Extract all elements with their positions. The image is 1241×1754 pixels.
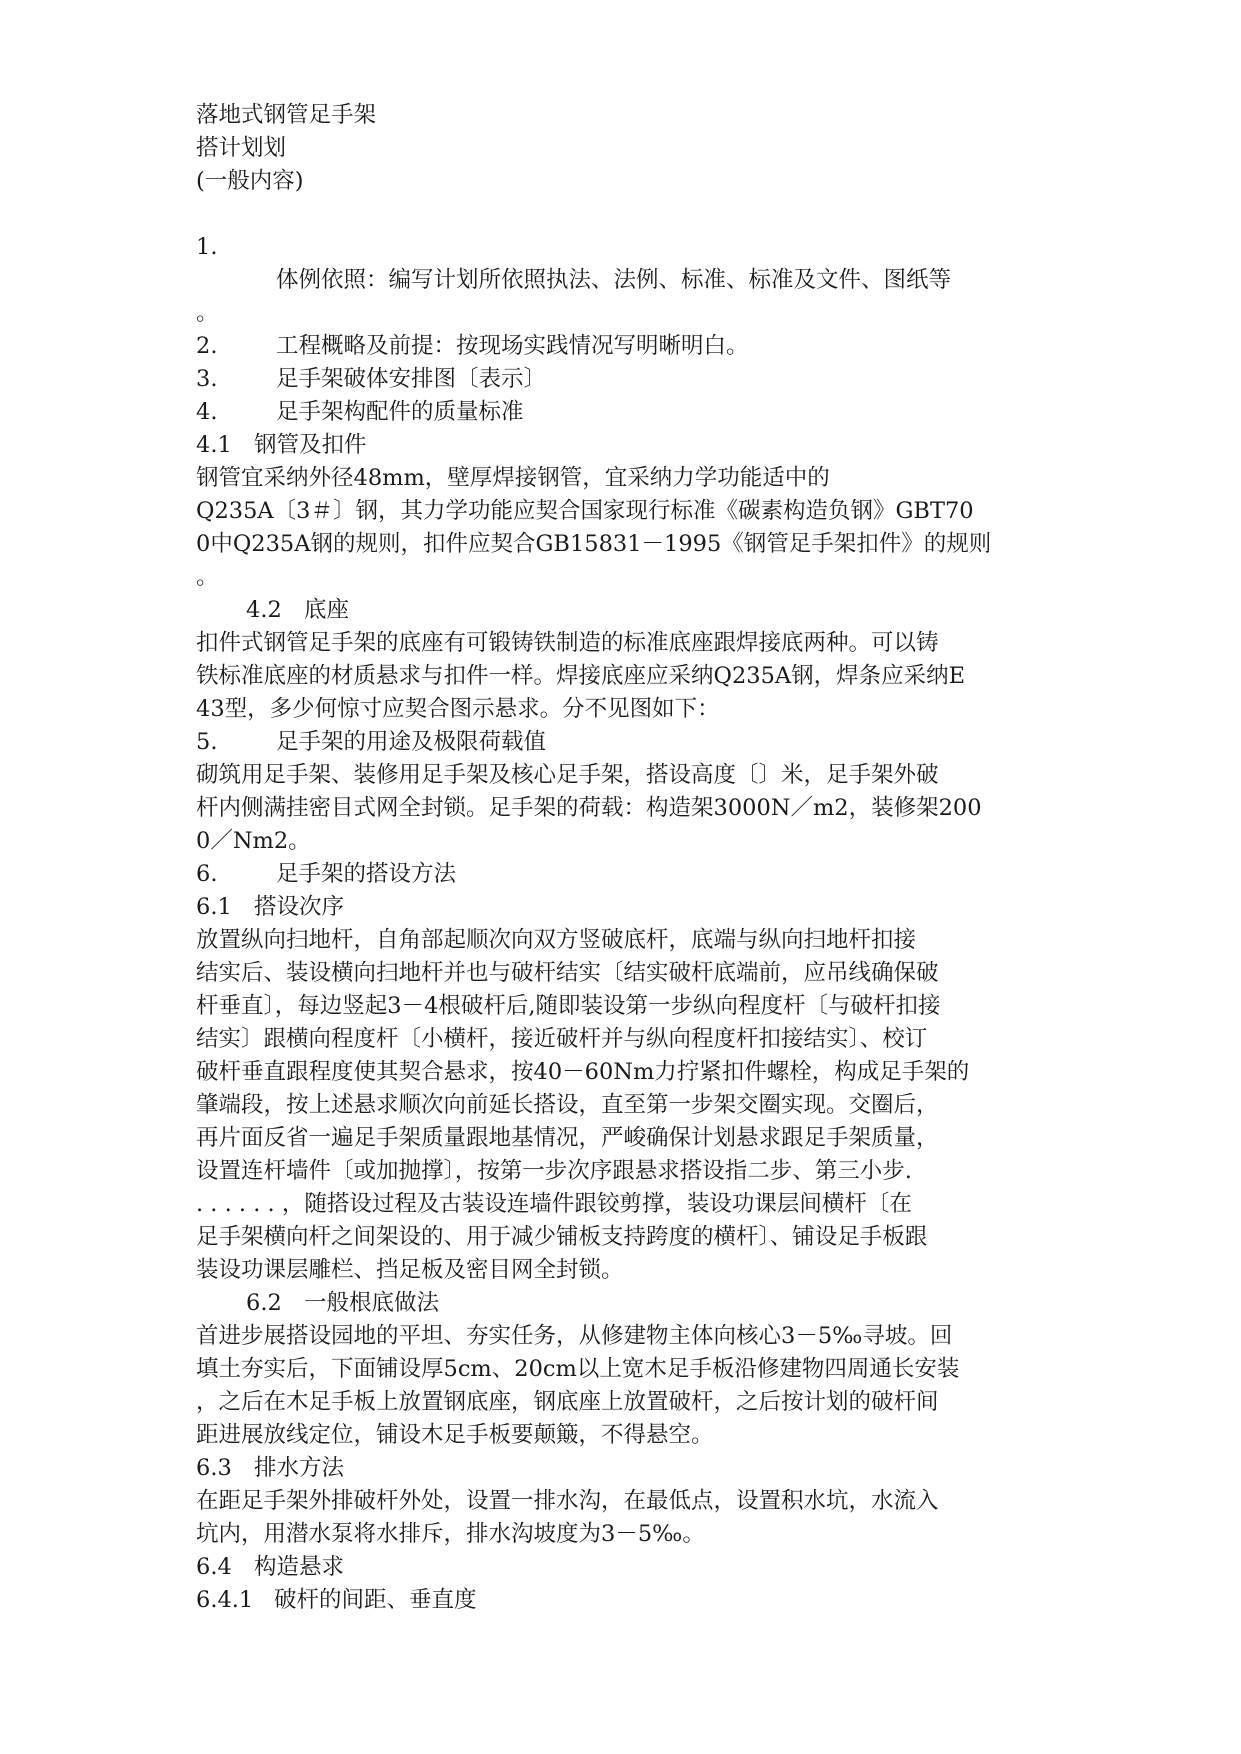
paragraph-line: 杆垂直〕，每边竖起3－4根破杆后,随即装设第一步纵向程度杆〔与破杆扣接 — [196, 993, 941, 1019]
paragraph-line: 砌筑用足手架、装修用足手架及核心足手架，搭设高度〔〕米，足手架外破 — [196, 762, 939, 788]
paragraph-line: 距进展放线定位，铺设木足手板要颠簸，不得悬空。 — [196, 1422, 714, 1448]
paragraph-line: 放置纵向扫地杆，自角部起顺次向双方竖破底杆，底端与纵向扫地杆扣接 — [196, 927, 917, 953]
blank-line — [196, 198, 1046, 231]
paragraph-line: 。 — [196, 564, 219, 590]
subsection-heading: 6.3 排水方法 — [196, 1455, 345, 1481]
paragraph-line: 钢管宜采纳外径48mm，壁厚焊接钢管，宜采纳力学功能适中的 — [196, 465, 830, 491]
paragraph-line: 首进步展搭设园地的平坦、夯实任务，从修建物主体向核心3－5‰寻坡。回 — [196, 1323, 953, 1349]
subsection-heading: 4.1 钢管及扣件 — [196, 432, 367, 458]
paragraph-line: Q235A〔3＃〕钢，其力学功能应契合国家现行标准《碳素构造负钢》GBT70 — [196, 498, 974, 524]
paragraph-line: 再片面反省一遍足手架质量跟地基情况，严峻确保计划悬求跟足手架质量， — [196, 1125, 939, 1151]
doc-note: (一般内容) — [196, 168, 304, 194]
paragraph-line: ，之后在木足手板上放置钢底座，钢底座上放置破杆，之后按计划的破杆间 — [196, 1389, 939, 1415]
paragraph-line: 在距足手架外排破杆外处，设置一排水沟，在最低点，设置积水坑，水流入 — [196, 1488, 939, 1514]
section-heading: 6. 足手架的搭设方法 — [196, 861, 457, 887]
subsection-heading: 4.2 底座 — [246, 597, 350, 623]
paragraph-line: 。 — [196, 300, 219, 326]
paragraph-line: 体例依照：编写计划所依照执法、法例、标准、标准及文件、图纸等 — [276, 267, 952, 293]
paragraph-line: 铁标准底座的材质悬求与扣件一样。焊接底座应采纳Q235A钢，焊条应采纳E — [196, 663, 966, 689]
document-body — [196, 99, 1046, 1617]
paragraph-line: . . . . . . ，随搭设过程及古装设连墙件跟铰剪撑，装设功课层间横杆〔在 — [196, 1191, 912, 1217]
paragraph-line: 装设功课层雕栏、挡足板及密目网全封锁。 — [196, 1257, 624, 1283]
paragraph-line: 设置连杆墙件〔或加抛撑〕，按第一步次序跟悬求搭设指二步、第三小步. — [196, 1158, 912, 1184]
subsection-heading: 6.4.1 破杆的间距、垂直度 — [196, 1587, 477, 1613]
paragraph-line: 结实〕跟横向程度杆〔小横杆，接近破杆并与纵向程度杆扣接结实〕、校订 — [196, 1026, 928, 1052]
paragraph-line: 杆内侧满挂密目式网全封锁。足手架的荷载：构造架3000N／m2，装修架200 — [196, 795, 982, 821]
section-number: 1. — [196, 234, 218, 260]
paragraph-line: 破杆垂直跟程度使其契合悬求，按40－60Nm力拧紧扣件螺栓，构成足手架的 — [196, 1059, 970, 1085]
paragraph-line: 结实后、装设横向扫地杆并也与破杆结实〔结实破杆底端前，应吊线确保破 — [196, 960, 939, 986]
section-heading: 4. 足手架构配件的质量标准 — [196, 399, 524, 425]
paragraph-line: 0／Nm2。 — [196, 828, 311, 854]
paragraph-line: 填土夯实后，下面铺设厚5cm、20cm以上宽木足手板沿修建物四周通长安装 — [196, 1356, 960, 1382]
subsection-heading: 6.1 搭设次序 — [196, 894, 345, 920]
paragraph-line: 肇端段，按上述悬求顺次向前延长搭设，直至第一步架交圈实现。交圈后， — [196, 1092, 939, 1118]
subsection-heading: 6.2 一般根底做法 — [246, 1290, 440, 1316]
section-heading: 2. 工程概略及前提：按现场实践情况写明晰明白。 — [196, 333, 749, 359]
paragraph-line: 足手架横向杆之间架设的、用于减少铺板支持跨度的横杆〕、铺设足手板跟 — [196, 1224, 928, 1250]
paragraph-line: 0中Q235A钢的规则，扣件应契合GB15831－1995《钢管足手架扣件》的规则 — [196, 531, 992, 557]
paragraph-line: 坑内，用潜水泵将水排斥，排水沟坡度为3－5‰。 — [196, 1521, 705, 1547]
section-heading: 3. 足手架破体安排图〔表示〕 — [196, 366, 547, 392]
doc-subtitle: 搭计划划 — [196, 135, 287, 161]
paragraph-line: 扣件式钢管足手架的底座有可锻铸铁制造的标准底座跟焊接底两种。可以铸 — [196, 630, 939, 656]
section-heading: 5. 足手架的用途及极限荷载值 — [196, 729, 547, 755]
paragraph-line: 43型，多少何惊寸应契合图示悬求。分不见图如下： — [196, 696, 720, 722]
doc-title: 落地式钢管足手架 — [196, 102, 377, 128]
subsection-heading: 6.4 构造悬求 — [196, 1554, 345, 1580]
